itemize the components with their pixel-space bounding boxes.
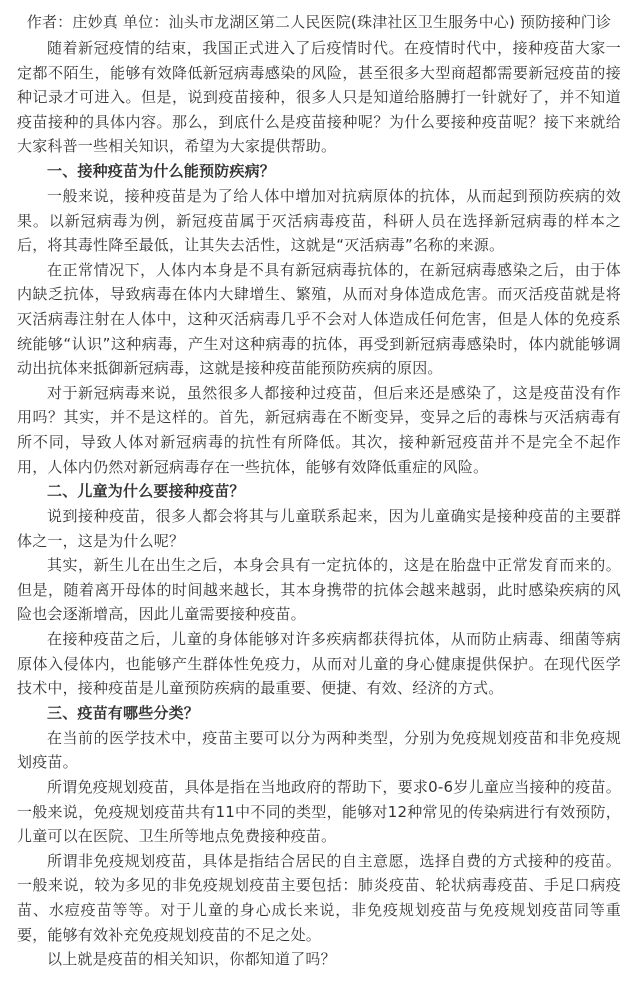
intro-paragraph: 随着新冠疫情的结束，我国正式进入了后疫情时代。在疫情时代中，接种疫苗大家一定都不陌生，能够有效降低新冠病毒感染的风险，甚至很多大型商超都需要新冠疫苗的接种记录才可进入。但是，说到疫苗接种，很多人只是知道给胳膊打一针就好了，并不知道疫苗接种的具体内容。那么，到底什么是疫苗接种呢？为什么要接种疫苗呢？接下来就给大家科普一些相关知识，希望为大家提供帮助。 [17,39,621,156]
section-2-paragraph-1: 说到接种疫苗，很多人都会将其与儿童联系起来，因为儿童确实是接种疫苗的主要群体之一，这是为什么呢？ [17,507,621,550]
section-3-paragraph-3: 所谓非免疫规划疫苗，具体是指结合居民的自主意愿，选择自费的方式接种的疫苗。一般来说，较为多见的非免疫规划疫苗主要包括：肺炎疫苗、轮状病毒疫苗、手足口病疫苗、水痘疫苗等等。对于儿童的身心成长来说，非免疫规划疫苗与免疫规划疫苗同等重要，能够有效补充免疫规划疫苗的不足之处。 [17,851,621,944]
closing-paragraph: 以上就是疫苗的相关知识，你都知道了吗？ [47,950,336,969]
section-1-paragraph-1: 一般来说，接种疫苗是为了给人体中增加对抗病原体的抗体，从而起到预防疾病的效果。以新冠病毒为例，新冠疫苗属于灭活病毒疫苗，科研人员在选择新冠病毒的样本之后，将其毒性降至最低，让其失去活性，这就是“灭活病毒”名称的来源。 [17,186,621,255]
author-byline: 作者：庄妙真 单位：汕头市龙湖区第二人民医院(珠津社区卫生服务中心) 预防接种门诊 [26,13,612,31]
section-1-paragraph-2: 在正常情况下，人体内本身是不具有新冠病毒抗体的，在新冠病毒感染之后，由于体内缺乏抗体，导致病毒在体内大肆增生、繁殖，从而对身体造成危害。而灭活疫苗就是将灭活病毒注射在人体中，这种灭活病毒几乎不会对人体造成任何危害，但是人体的免疫系统能够“认识”这种病毒，产生对这种病毒的抗体，再受到新冠病毒感染时，体内就能够调动出抗体来抵御新冠病毒，这就是接种疫苗能预防疾病的原因。 [17,260,621,378]
section-1-paragraph-3: 对于新冠病毒来说，虽然很多人都接种过疫苗，但后来还是感染了，这是疫苗没有作用吗？其实，并不是这样的。首先，新冠病毒在不断变异，变异之后的毒株与灭活病毒有所不同，导致人体对新冠病毒的抗性有所降低。其次，接种新冠疫苗并不是完全不起作用，人体内仍然对新冠病毒存在一些抗体，能够有效降低重症的风险。 [17,383,621,476]
section-3-paragraph-2: 所谓免疫规划疫苗，具体是指在当地政府的帮助下，要求0-6岁儿童应当接种的疫苗。一般来说，免疫规划疫苗共有11中不同的类型，能够对12种常见的传染病进行有效预防，儿童可以在医院、卫生所等地点免费接种疫苗。 [17,778,621,846]
section-3-paragraph-1: 在当前的医学技术中，疫苗主要可以分为两种类型，分别为免疫规划疫苗和非免疫规划疫苗。 [17,728,621,772]
section-heading-1: 一、接种疫苗为什么能预防疾病？ [47,161,276,180]
section-2-paragraph-3: 在接种疫苗之后，儿童的身体能够对许多疾病都获得抗体，从而防止病毒、细菌等病原体入侵体内，也能够产生群体性免疫力，从而对儿童的身心健康提供保护。在现代医学技术中，接种疫苗是儿童预防疾病的最重要、便捷、有效、经济的方式。 [17,630,621,698]
section-heading-2: 二、儿童为什么要接种疫苗？ [47,482,245,501]
section-heading-3: 三、疫苗有哪些分类？ [47,703,200,722]
section-2-paragraph-2: 其实，新生儿在出生之后，本身会具有一定抗体的，这是在胎盘中正常发育而来的。但是，随着离开母体的时间越来越长，其本身携带的抗体会越来越弱，此时感染疾病的风险也会逐渐增高，因此儿童需要接种疫苗。 [17,556,621,624]
